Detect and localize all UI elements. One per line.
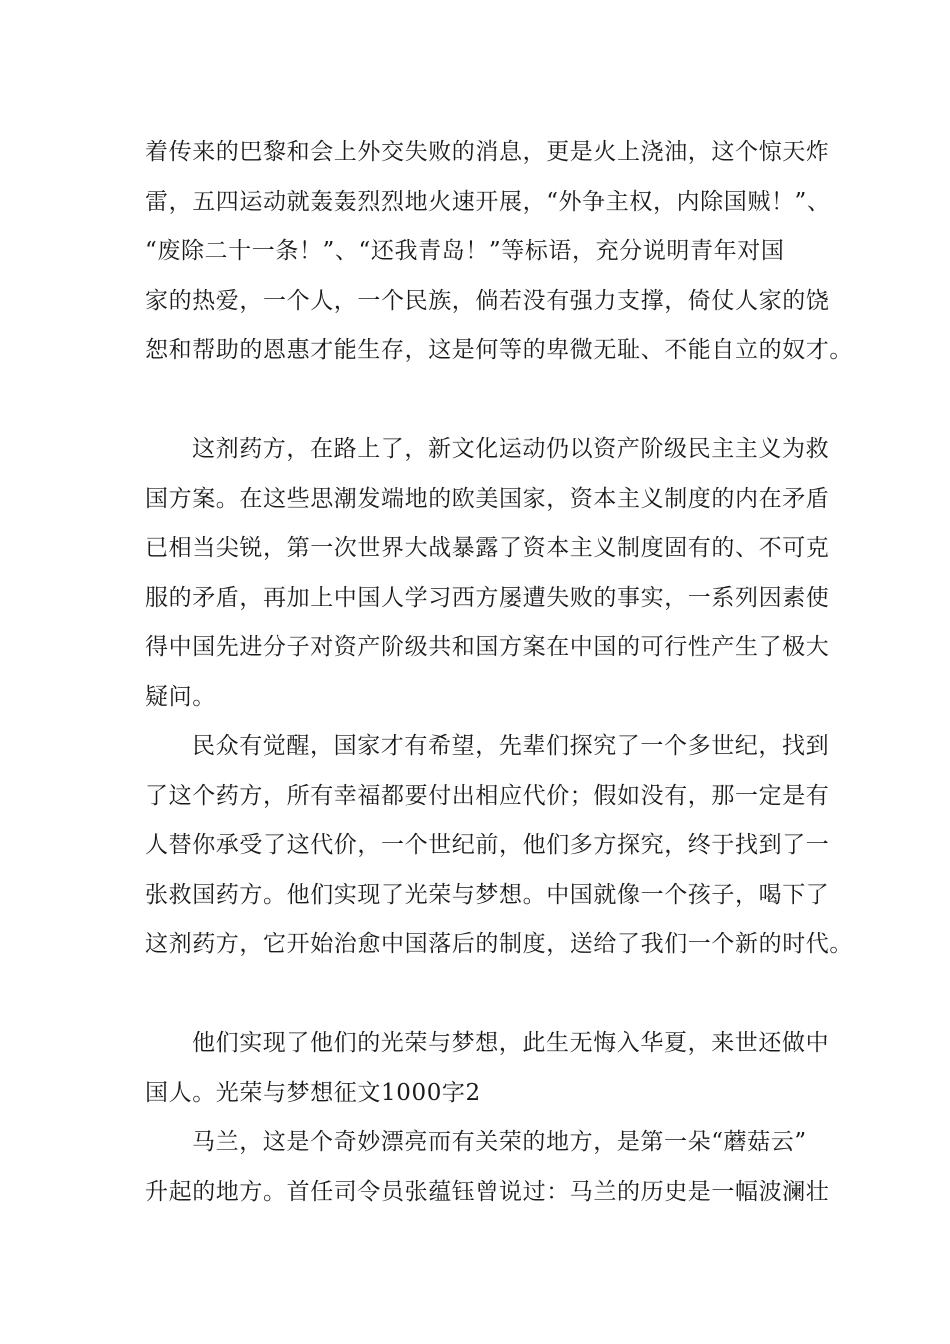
- text-line: 张救国药方。他们实现了光荣与梦想。中国就像一个孩子，喝下了: [145, 881, 830, 908]
- text-line: 着传来的巴黎和会上外交失败的消息，更是火上浇油，这个惊天炸: [145, 139, 830, 165]
- text-line: 马兰，这是个奇妙漂亮而有关荣的地方，是第一朵“蘑菇云”: [192, 1129, 807, 1155]
- text-line: 恕和帮助的恩惠才能生存，这是何等的卑微无耻、不能自立的奴才。: [145, 337, 853, 363]
- text-line: 了这个药方，所有幸福都要付出相应代价；假如没有，那一定是有: [145, 782, 830, 809]
- text-line: 国方案。在这些思潮发端地的欧美国家，资本主义制度的内在矛盾: [145, 485, 830, 512]
- text-line: 已相当尖锐，第一次世界大战暴露了资本主义制度固有的、不可克: [145, 535, 830, 561]
- text-line-essay-title: 国人。光荣与梦想征文1000字2: [145, 1079, 481, 1106]
- text-line: 得中国先进分子对资产阶级共和国方案在中国的可行性产生了极大: [145, 634, 830, 660]
- text-line: 人替你承受了这代价，一个世纪前，他们多方探究，终于找到了一: [145, 832, 830, 858]
- text-line: “废除二十一条！”、“还我青岛！”等标语，充分说明青年对国: [145, 238, 785, 264]
- paragraph-continuation: [145, 128, 853, 376]
- text-line: 雷，五四运动就轰轰烈烈地火速开展，“外争主权，内除国贼！”、: [145, 188, 831, 215]
- paragraph-awakening: [145, 722, 853, 970]
- paragraph-conclusion: [145, 1019, 830, 1217]
- text-line: 民众有觉醒，国家才有希望，先辈们探究了一个多世纪，找到: [192, 733, 830, 759]
- text-line: 疑问。: [145, 683, 216, 710]
- paragraph-prescription: [145, 425, 830, 722]
- text-line: 家的热爱，一个人，一个民族，倘若没有强力支撑，倚仗人家的饶: [145, 287, 830, 314]
- text-line: 这剂药方，在路上了，新文化运动仍以资产阶级民主主义为救: [192, 436, 830, 462]
- text-line: 这剂药方，它开始治愈中国落后的制度，送给了我们一个新的时代。: [145, 931, 853, 957]
- text-line: 他们实现了他们的光荣与梦想，此生无悔入华夏，来世还做中: [192, 1030, 830, 1056]
- text-line: 升起的地方。首任司令员张蕴钰曾说过：马兰的历史是一幅波澜壮: [145, 1178, 830, 1205]
- text-line: 服的矛盾，再加上中国人学习西方屡遭失败的事实，一系列因素使: [145, 584, 830, 611]
